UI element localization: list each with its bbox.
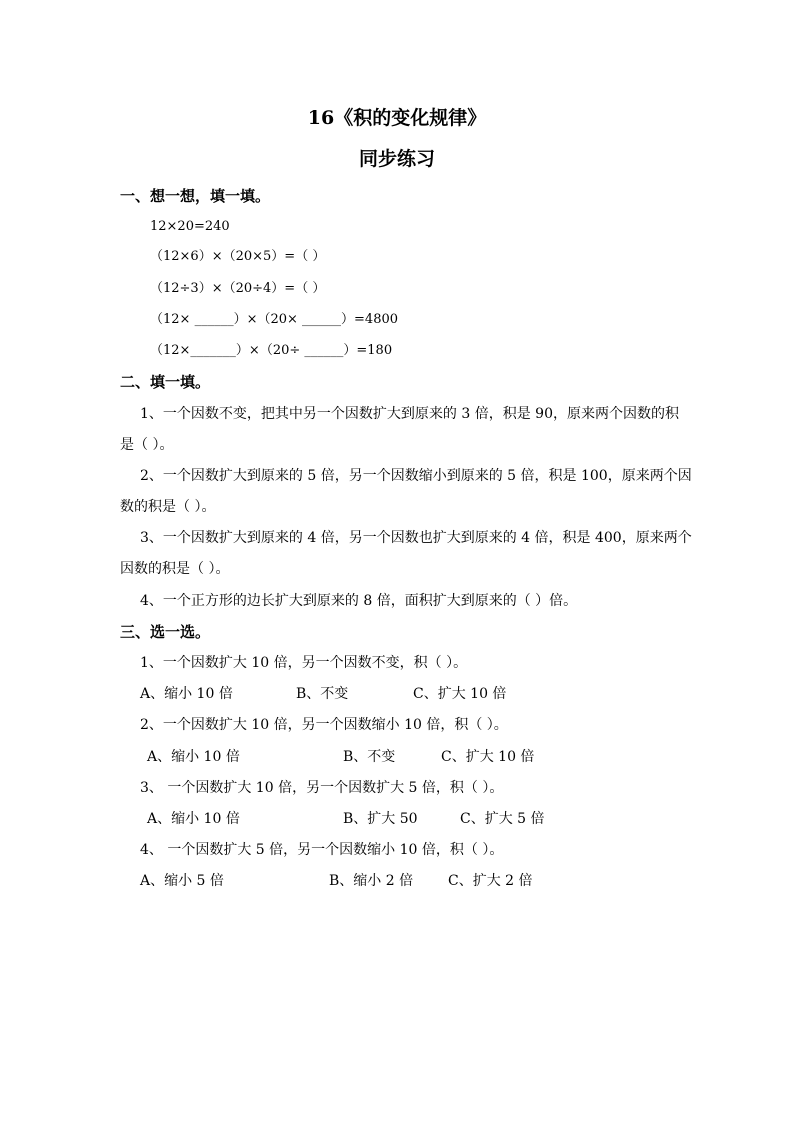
section1-heading: 一、想一想，填一填。 bbox=[120, 187, 271, 205]
section3-q2-option-a: A、缩小 10 倍 bbox=[147, 749, 240, 765]
section3-q3-option-b: B、扩大 50 bbox=[343, 811, 418, 827]
section3-q1-option-b: B、不变 bbox=[296, 686, 349, 702]
section3-q4-stem: 4、 一个因数扩大 5 倍，另一个因数缩小 10 倍，积（ ）。 bbox=[140, 842, 504, 858]
section3-q2-option-c: C、扩大 10 倍 bbox=[441, 749, 535, 765]
section1-item-3: （12× ______）×（20× ______）=4800 bbox=[150, 312, 399, 327]
section1-item-1: （12×6）×（20×5）=（ ） bbox=[150, 249, 326, 264]
section1-given: 12×20=240 bbox=[150, 219, 230, 234]
section3-q4-option-c: C、扩大 2 倍 bbox=[448, 873, 533, 889]
section2-q3-line2: 因数的积是（ ）。 bbox=[120, 561, 230, 577]
section3-q3-option-a: A、缩小 10 倍 bbox=[147, 811, 240, 827]
section2-q4: 4、一个正方形的边长扩大到原来的 8 倍，面积扩大到原来的（ ）倍。 bbox=[140, 593, 578, 609]
section3-q3-option-c: C、扩大 5 倍 bbox=[460, 811, 545, 827]
section3-q4-option-b: B、缩小 2 倍 bbox=[329, 873, 414, 889]
section1-item-4: （12×_______）×（20÷ ______）=180 bbox=[150, 343, 393, 358]
section2-q2-line2: 数的积是（ ）。 bbox=[120, 499, 216, 515]
page-subtitle: 同步练习 bbox=[358, 148, 435, 170]
section3-q4-option-a: A、缩小 5 倍 bbox=[140, 873, 224, 889]
section2-q3-line1: 3、一个因数扩大到原来的 4 倍，另一个因数也扩大到原来的 4 倍，积是 400，原来两个 bbox=[140, 530, 692, 546]
section3-q1-option-c: C、扩大 10 倍 bbox=[413, 686, 507, 702]
section3-q1-option-a: A、缩小 10 倍 bbox=[140, 686, 233, 702]
section3-heading: 三、选一选。 bbox=[120, 623, 211, 641]
section3-q1-stem: 1、一个因数扩大 10 倍，另一个因数不变，积（ ）。 bbox=[140, 655, 468, 671]
section2-q1-line1: 1、一个因数不变，把其中另一个因数扩大到原来的 3 倍，积是 90，原来两个因数的积 bbox=[140, 406, 679, 422]
section1-item-2: （12÷3）×（20÷4）=（ ） bbox=[150, 281, 326, 296]
section2-q2-line1: 2、一个因数扩大到原来的 5 倍，另一个因数缩小到原来的 5 倍，积是 100，原来两个因 bbox=[140, 468, 692, 484]
section3-q3-stem: 3、 一个因数扩大 10 倍，另一个因数扩大 5 倍，积（ ）。 bbox=[140, 780, 504, 796]
section3-q2-option-b: B、不变 bbox=[343, 749, 396, 765]
section2-q1-line2: 是（ ）。 bbox=[120, 437, 174, 453]
section2-heading: 二、填一填。 bbox=[120, 373, 211, 391]
section3-q2-stem: 2、一个因数扩大 10 倍，另一个因数缩小 10 倍，积（ ）。 bbox=[140, 717, 508, 733]
page-title: 16《积的变化规律》 bbox=[307, 107, 487, 129]
